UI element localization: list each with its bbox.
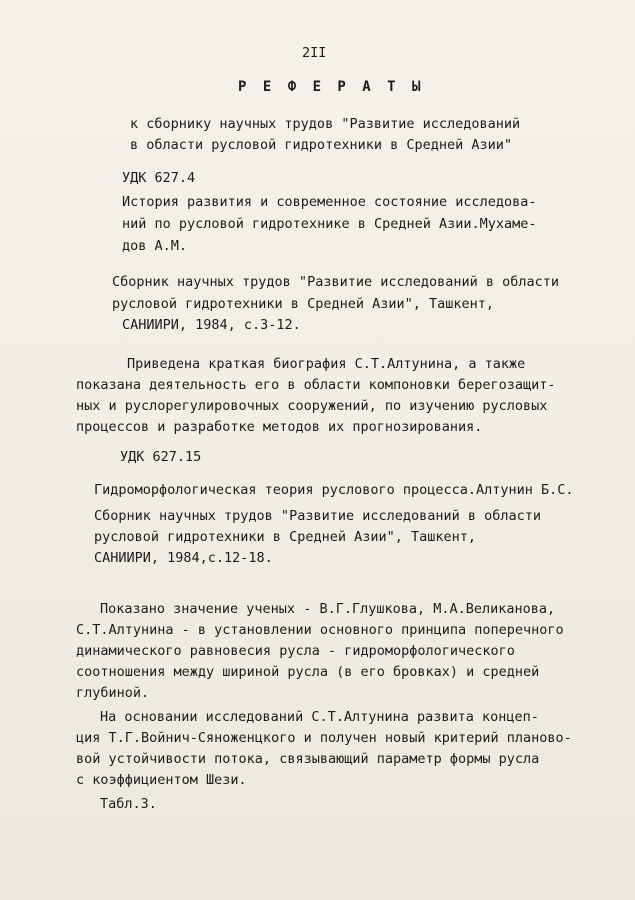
entry-title-line: дов А.М. xyxy=(122,238,188,254)
entry-title-line: Гидроморфологическая теория руслового процесса.Алтунин Б.С. xyxy=(94,482,574,498)
abstract-line: ных и руслорегулировочных сооружений, по изучению русловых xyxy=(76,398,548,414)
entry-title-line: ний по русловой гидротехнике в Средней Азии.Мухаме- xyxy=(122,216,537,232)
abstract-line: Приведена краткая биография С.Т.Алтунина, а также xyxy=(127,356,526,372)
entry-source-line: Сборник научных трудов "Развитие исследований в области xyxy=(94,508,542,524)
abstract-line: На основании исследований С.Т.Алтунина развита концеп- xyxy=(100,709,539,725)
page-heading: Р Е Ф Е Р А Т Ы xyxy=(238,79,425,95)
abstract-line: показана деятельность его в области компоновки берегозащит- xyxy=(76,377,556,393)
entry-title-line: История развития и современное состояние исследова- xyxy=(122,194,537,210)
abstract-line: С.Т.Алтунина - в установлении основного принципа поперечного xyxy=(76,622,564,638)
abstract-line: динамического равновесия русла - гидроморфологического xyxy=(76,643,515,659)
entry-source-line: САНИИРИ, 1984, с.3-12. xyxy=(122,317,301,333)
entry-source-line: САНИИРИ, 1984,с.12-18. xyxy=(94,550,273,566)
entry-source-line: русловой гидротехники в Средней Азии", Ташкент, xyxy=(94,529,477,545)
abstract-line: ция Т.Г.Войнич-Сяноженцкого и получен новый критерий планово- xyxy=(76,730,572,746)
intro-line: к сборнику научных трудов "Развитие исследований xyxy=(130,116,521,132)
table-note: Табл.3. xyxy=(100,796,157,812)
abstract-line: соотношения между шириной русла (в его бровках) и средней xyxy=(76,664,540,680)
entry-source-line: русловой гидротехники в Средней Азии", Ташкент, xyxy=(112,296,495,312)
abstract-line: с коэффициентом Шези. xyxy=(76,772,247,788)
intro-line: в области русловой гидротехники в Средней Азии" xyxy=(130,137,513,153)
udk-code: УДК 627.4 xyxy=(122,170,196,186)
abstract-line: процессов и разработке методов их прогнозирования. xyxy=(76,419,483,435)
abstract-line: вой устойчивости потока, связывающий параметр формы русла xyxy=(76,751,540,767)
udk-code: УДК 627.15 xyxy=(120,449,202,465)
page-number: 2II xyxy=(302,45,327,61)
abstract-line: глубиной. xyxy=(76,685,150,701)
abstract-line: Показано значение ученых - В.Г.Глушкова, М.А.Великанова, xyxy=(100,601,556,617)
entry-source-line: Сборник научных трудов "Развитие исследований в области xyxy=(112,274,560,290)
